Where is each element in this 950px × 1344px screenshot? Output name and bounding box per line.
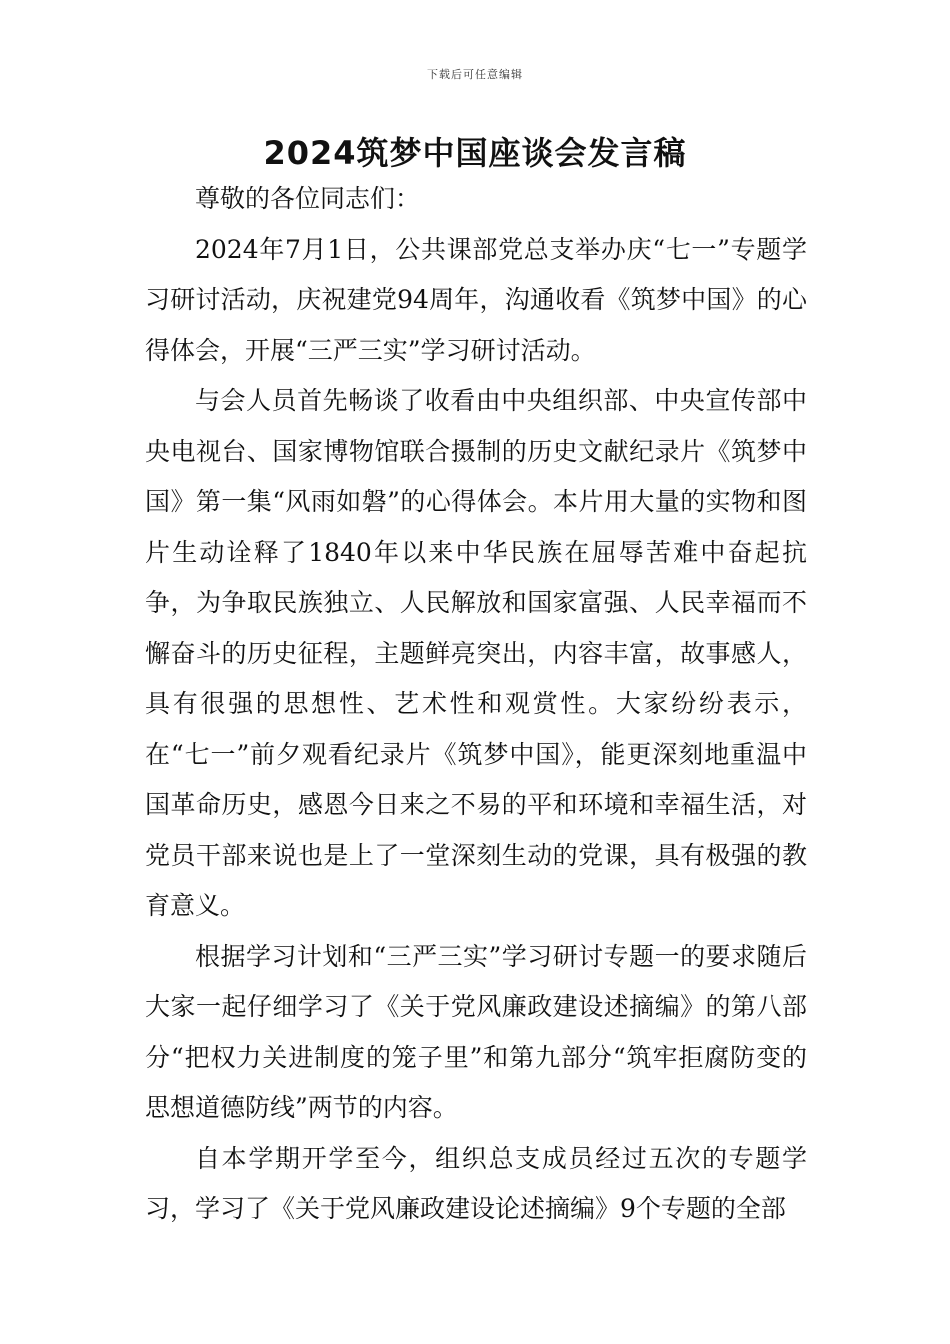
salutation: 尊敬的各位同志们： [195, 184, 421, 213]
paragraph-4: 自本学期开学至今，组织总支成员经过五次的专题学习，学习了《关于党风廉政建设论述摘编》9个专题的全部 [145, 1143, 807, 1223]
header-note: 下载后可任意编辑 [427, 68, 523, 81]
paragraph-1: 2024年7月1日，公共课部党总支举办庆“七一”专题学习研讨活动，庆祝建党94周年，沟通收看《筑梦中国》的心得体会，开展“三严三实”学习研讨活动。 [145, 234, 807, 365]
document-title: 2024筑梦中国座谈会发言稿 [263, 134, 687, 172]
paragraph-3: 根据学习计划和“三严三实”学习研讨专题一的要求随后大家一起仔细学习了《关于党风廉政建设述摘编》的第八部分“把权力关进制度的笼子里”和第九部分“筑牢拒腐防变的思想道德防线”两节的内容。 [145, 941, 807, 1122]
document-body [145, 174, 807, 1235]
paragraph-2: 与会人员首先畅谈了收看由中央组织部、中央宣传部中央电视台、国家博物馆联合摄制的历史文献纪录片《筑梦中国》第一集“风雨如磐”的心得体会。本片用大量的实物和图片生动诠释了1840年以来中华民族在屈辱苦难中奋起抗争，为争取民族独立、人民解放和国家富强、人民幸福而不懈奋斗的历史征程，主题鲜亮突出，内容丰富，故事感人，具有很强的思想性、艺术性和观赏性。大家纷纷表示，在“七一”前夕观看纪录片《筑梦中国》，能更深刻地重温中国革命历史，感恩今日来之不易的平和环境和幸福生活，对党员干部来说也是上了一堂深刻生动的党课，具有极强的教育意义。 [145, 386, 807, 920]
